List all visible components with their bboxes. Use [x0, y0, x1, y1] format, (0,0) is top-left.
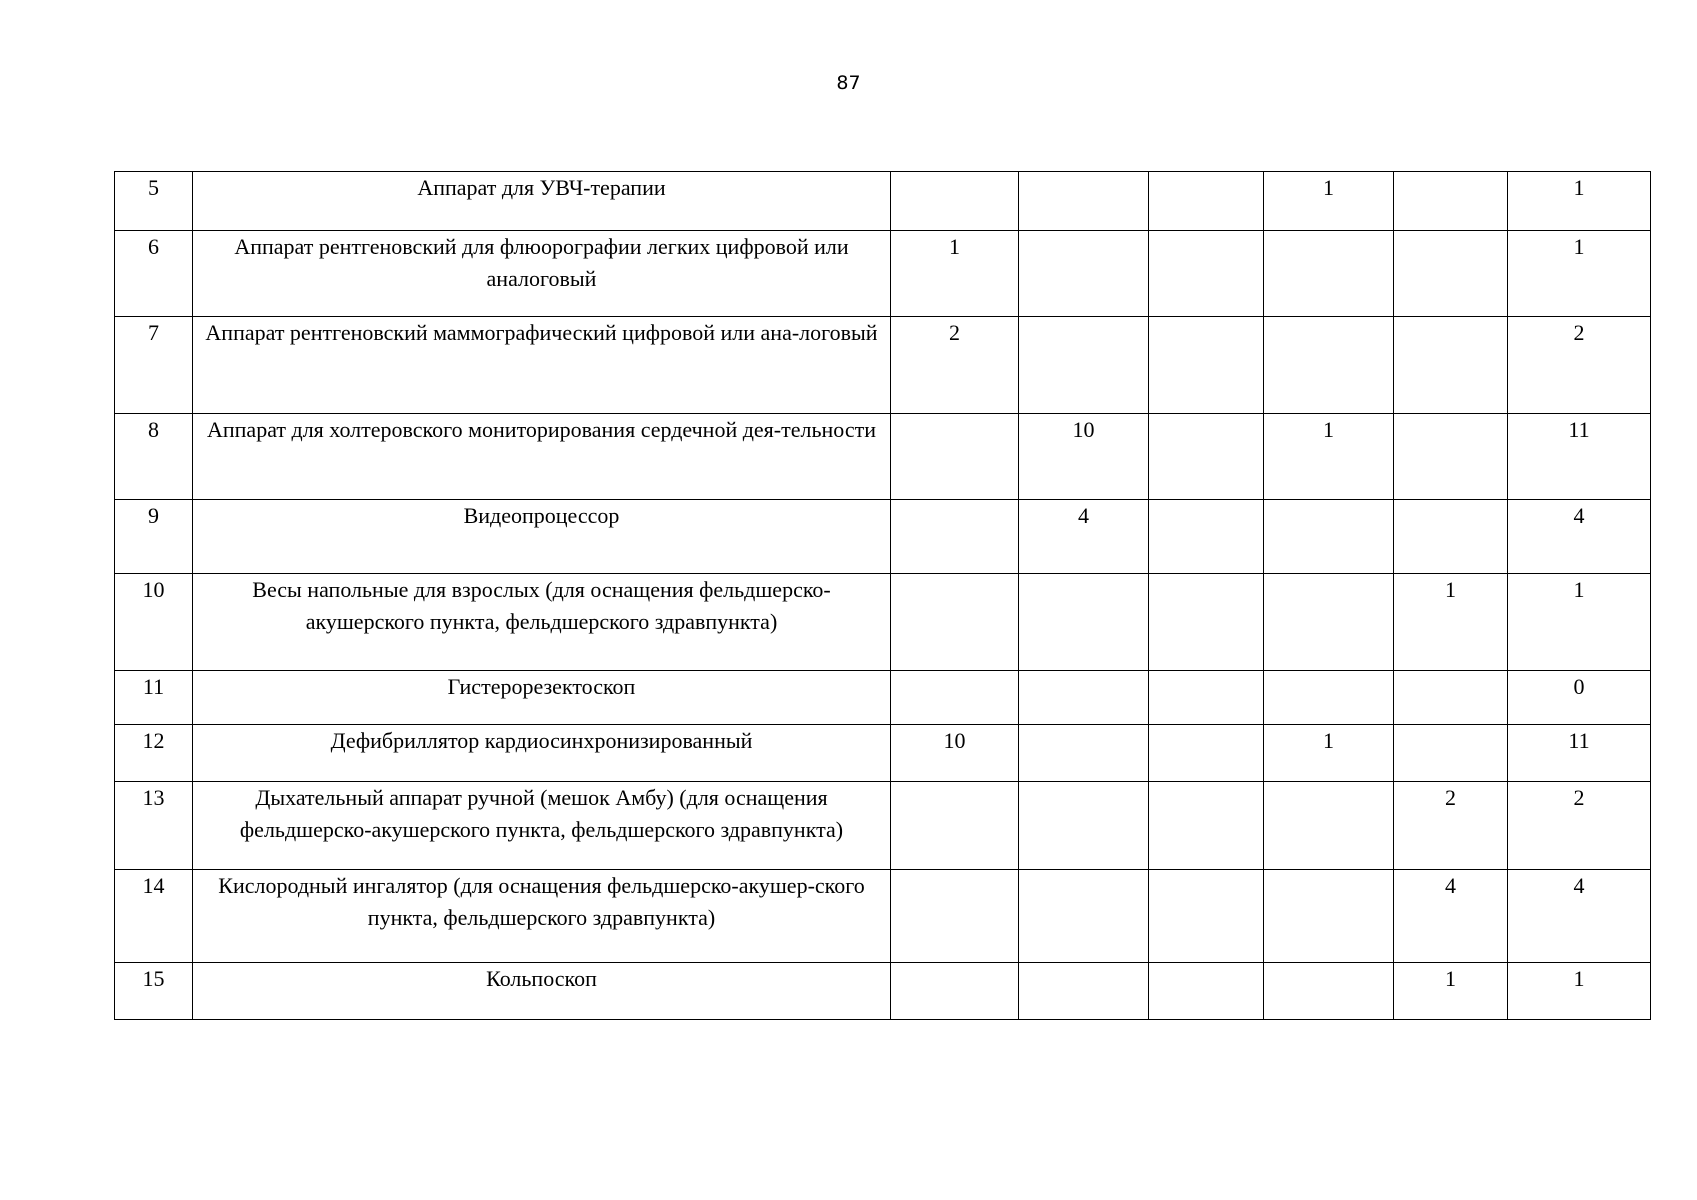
quantity-cell-2 [1019, 671, 1149, 725]
quantity-cell-4 [1264, 870, 1394, 963]
row-number-cell: 15 [115, 963, 193, 1020]
total-cell: 4 [1508, 870, 1651, 963]
row-number-cell: 10 [115, 574, 193, 671]
quantity-cell-2 [1019, 574, 1149, 671]
table-row [115, 574, 1651, 671]
quantity-cell-5 [1394, 231, 1508, 317]
quantity-cell-2 [1019, 317, 1149, 414]
quantity-cell-4 [1264, 963, 1394, 1020]
quantity-cell-3 [1149, 414, 1264, 500]
quantity-cell-5 [1394, 317, 1508, 414]
quantity-cell-4 [1264, 317, 1394, 414]
row-number-cell: 12 [115, 725, 193, 782]
table-row [115, 500, 1651, 574]
quantity-cell-4 [1264, 500, 1394, 574]
quantity-cell-3 [1149, 870, 1264, 963]
quantity-cell-5: 2 [1394, 782, 1508, 870]
quantity-cell-2 [1019, 725, 1149, 782]
quantity-cell-1: 10 [891, 725, 1019, 782]
total-cell: 11 [1508, 414, 1651, 500]
total-cell: 4 [1508, 500, 1651, 574]
quantity-cell-3 [1149, 963, 1264, 1020]
table-row [115, 725, 1651, 782]
quantity-cell-4 [1264, 231, 1394, 317]
total-cell: 2 [1508, 782, 1651, 870]
row-number-cell: 14 [115, 870, 193, 963]
quantity-cell-3 [1149, 317, 1264, 414]
quantity-cell-2: 4 [1019, 500, 1149, 574]
quantity-cell-1 [891, 414, 1019, 500]
quantity-cell-4 [1264, 671, 1394, 725]
quantity-cell-2 [1019, 870, 1149, 963]
table-row [115, 870, 1651, 963]
quantity-cell-2 [1019, 231, 1149, 317]
quantity-cell-2: 10 [1019, 414, 1149, 500]
equipment-name-cell: Кольпоскоп [193, 963, 891, 1020]
quantity-cell-3 [1149, 725, 1264, 782]
quantity-cell-1: 2 [891, 317, 1019, 414]
table-row [115, 671, 1651, 725]
quantity-cell-5 [1394, 725, 1508, 782]
quantity-cell-2 [1019, 172, 1149, 231]
total-cell: 1 [1508, 574, 1651, 671]
quantity-cell-1 [891, 671, 1019, 725]
total-cell: 0 [1508, 671, 1651, 725]
equipment-table [114, 171, 1651, 1020]
equipment-name-cell: Аппарат для холтеровского мониторирования сердечной дея-тельности [193, 414, 891, 500]
table-row [115, 231, 1651, 317]
equipment-name-cell: Аппарат рентгеновский для флюорографии легких цифровой или аналоговый [193, 231, 891, 317]
quantity-cell-1 [891, 963, 1019, 1020]
equipment-name-cell: Аппарат рентгеновский маммографический цифровой или ана-логовый [193, 317, 891, 414]
quantity-cell-1 [891, 870, 1019, 963]
total-cell: 1 [1508, 963, 1651, 1020]
row-number-cell: 11 [115, 671, 193, 725]
quantity-cell-3 [1149, 172, 1264, 231]
row-number-cell: 7 [115, 317, 193, 414]
equipment-name-cell: Дефибриллятор кардиосинхронизированный [193, 725, 891, 782]
row-number-cell: 9 [115, 500, 193, 574]
quantity-cell-3 [1149, 500, 1264, 574]
quantity-cell-5: 1 [1394, 963, 1508, 1020]
quantity-cell-3 [1149, 231, 1264, 317]
page-number: 87 [836, 72, 861, 94]
equipment-name-cell: Аппарат для УВЧ-терапии [193, 172, 891, 231]
quantity-cell-4 [1264, 574, 1394, 671]
equipment-name-cell: Дыхательный аппарат ручной (мешок Амбу) (для оснащения фельдшерско-акушерского пункта, фельдшерского здравпункта) [193, 782, 891, 870]
equipment-name-cell: Видеопроцессор [193, 500, 891, 574]
quantity-cell-4: 1 [1264, 172, 1394, 231]
equipment-name-cell: Кислородный ингалятор (для оснащения фельдшерско-акушер-ского пункта, фельдшерского здравпункта) [193, 870, 891, 963]
row-number-cell: 5 [115, 172, 193, 231]
row-number-cell: 8 [115, 414, 193, 500]
table-row [115, 172, 1651, 231]
quantity-cell-1 [891, 172, 1019, 231]
total-cell: 1 [1508, 231, 1651, 317]
total-cell: 1 [1508, 172, 1651, 231]
quantity-cell-5 [1394, 172, 1508, 231]
row-number-cell: 6 [115, 231, 193, 317]
quantity-cell-1 [891, 574, 1019, 671]
quantity-cell-1: 1 [891, 231, 1019, 317]
quantity-cell-2 [1019, 782, 1149, 870]
table-row [115, 963, 1651, 1020]
equipment-name-cell: Весы напольные для взрослых (для оснащения фельдшерско-акушерского пункта, фельдшерского здравпункта) [193, 574, 891, 671]
quantity-cell-5 [1394, 500, 1508, 574]
table-row [115, 317, 1651, 414]
quantity-cell-5 [1394, 414, 1508, 500]
total-cell: 2 [1508, 317, 1651, 414]
quantity-cell-4: 1 [1264, 725, 1394, 782]
table-row [115, 414, 1651, 500]
quantity-cell-1 [891, 782, 1019, 870]
quantity-cell-4: 1 [1264, 414, 1394, 500]
quantity-cell-1 [891, 500, 1019, 574]
quantity-cell-5: 4 [1394, 870, 1508, 963]
quantity-cell-3 [1149, 671, 1264, 725]
quantity-cell-2 [1019, 963, 1149, 1020]
quantity-cell-3 [1149, 574, 1264, 671]
quantity-cell-5 [1394, 671, 1508, 725]
quantity-cell-3 [1149, 782, 1264, 870]
table-row [115, 782, 1651, 870]
quantity-cell-4 [1264, 782, 1394, 870]
equipment-name-cell: Гистерорезектоскоп [193, 671, 891, 725]
row-number-cell: 13 [115, 782, 193, 870]
total-cell: 11 [1508, 725, 1651, 782]
quantity-cell-5: 1 [1394, 574, 1508, 671]
